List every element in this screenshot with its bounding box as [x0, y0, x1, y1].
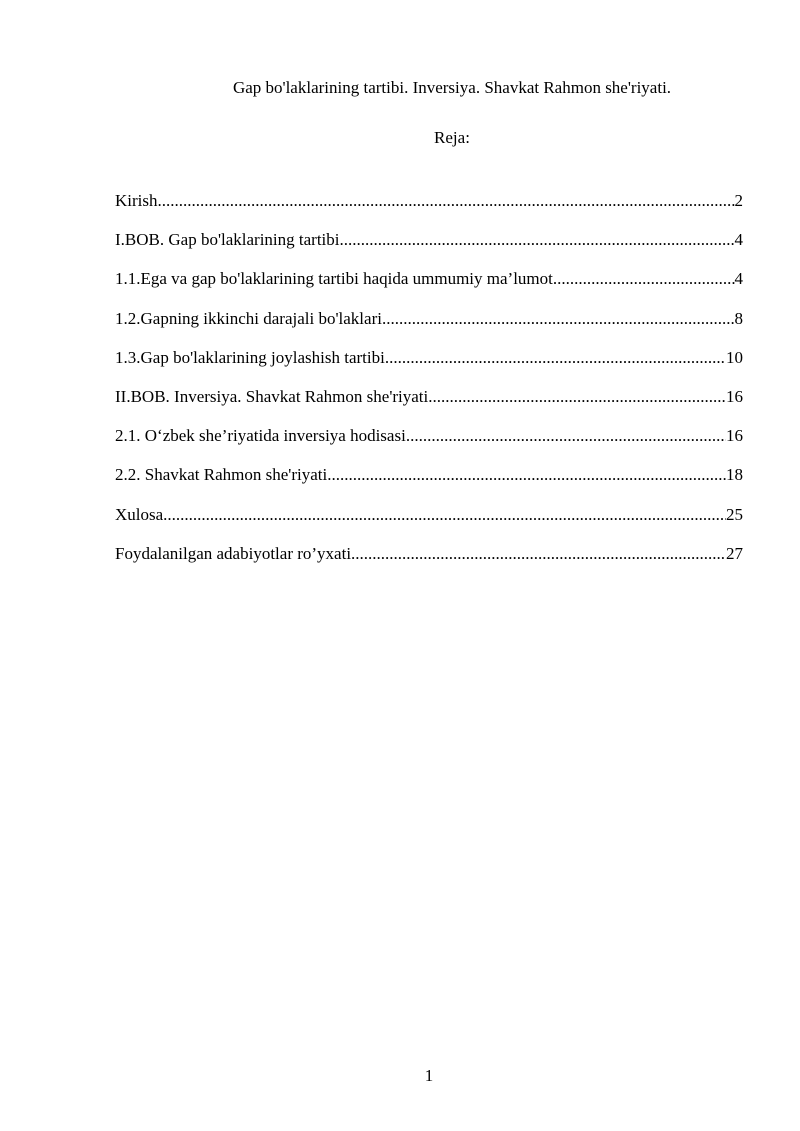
toc-leader-dots	[340, 228, 735, 252]
toc-entry-page: 4	[734, 230, 743, 250]
toc-entry	[115, 267, 743, 306]
toc-leader-dots	[163, 503, 726, 527]
page-number: 1	[424, 1066, 434, 1085]
toc-entry-page: 2	[734, 191, 743, 210]
toc-entry	[115, 424, 743, 463]
toc-entry	[115, 228, 743, 267]
toc-leader-dots	[553, 267, 735, 291]
toc-entry-page: 27	[726, 543, 743, 563]
toc-entry-page: 4	[734, 269, 743, 289]
toc-entry-page: 25	[726, 504, 743, 524]
toc-entry-page: 18	[726, 465, 743, 485]
toc-entry	[115, 385, 743, 424]
toc-entry-label: 1.3.Gap bo'laklarining joylashish tartibi	[115, 347, 385, 367]
toc-entry	[115, 189, 743, 228]
toc-entry	[115, 307, 743, 346]
toc-leader-dots	[406, 424, 726, 448]
toc-entry-label: Xulosa	[115, 504, 164, 524]
toc-entry-label: 2.2. Shavkat Rahmon she'riyati	[115, 465, 328, 485]
toc-entry-label: 2.1. O‘zbek she’riyatida inversiya hodisasi	[115, 426, 406, 446]
toc-entry-label: I.BOB. Gap bo'laklarining tartibi	[115, 230, 340, 250]
toc-leader-dots	[428, 385, 726, 409]
toc-leader-dots	[327, 463, 726, 487]
toc-entry-page: 8	[734, 308, 743, 328]
toc-entry-label: 1.2.Gapning ikkinchi darajali bo'laklari	[115, 308, 382, 328]
table-of-contents	[115, 189, 743, 581]
toc-entry	[115, 542, 743, 581]
toc-leader-dots	[351, 542, 726, 566]
toc-leader-dots	[158, 189, 735, 213]
toc-entry	[115, 346, 743, 385]
toc-leader-dots	[385, 346, 726, 370]
toc-entry-page: 10	[726, 347, 743, 367]
toc-entry	[115, 463, 743, 502]
document-title: Gap bo'laklarining tartibi. Inversiya. Shavkat Rahmon she'riyati.	[232, 78, 672, 97]
toc-entry-label: II.BOB. Inversiya. Shavkat Rahmon she'riyati	[115, 386, 429, 406]
toc-entry-label: 1.1.Ega va gap bo'laklarining tartibi haqida ummumiy ma’lumot	[115, 269, 553, 289]
toc-leader-dots	[382, 307, 735, 331]
plan-heading: Reja:	[434, 128, 470, 147]
toc-entry-page: 16	[726, 386, 743, 406]
toc-entry-page: 16	[726, 426, 743, 446]
toc-entry	[115, 503, 743, 542]
toc-entry-label: Kirish	[115, 191, 158, 210]
toc-entry-label: Foydalanilgan adabiyotlar ro’yxati	[115, 543, 352, 563]
